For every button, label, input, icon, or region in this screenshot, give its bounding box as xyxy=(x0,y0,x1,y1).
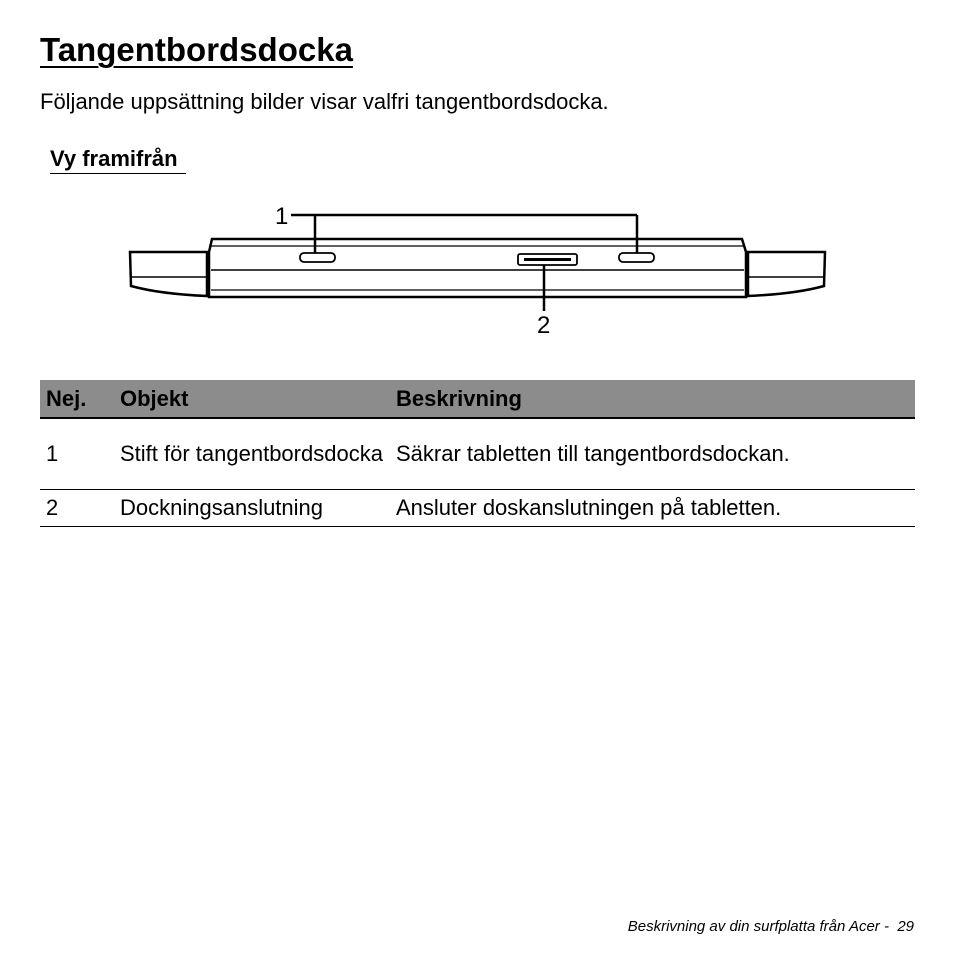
table-header-row xyxy=(40,380,915,418)
keyboard-dock-front-view-illustration xyxy=(0,195,954,345)
header-description: Beskrivning xyxy=(390,380,915,418)
row-description: Ansluter doskanslutningen på tabletten. xyxy=(390,490,915,527)
table-row xyxy=(40,418,915,490)
callout-label-2: 2 xyxy=(537,312,551,339)
callout-label-1: 1 xyxy=(275,203,289,230)
dock-main-body xyxy=(209,239,746,297)
row-description: Säkrar tabletten till tangentbordsdockan. xyxy=(390,418,915,490)
header-item: Objekt xyxy=(114,380,390,418)
row-item: Dockningsanslutning xyxy=(114,490,390,527)
docking-connector xyxy=(518,254,577,265)
section-heading-front-view: Vy framifrån xyxy=(50,145,186,174)
page-number: 29 xyxy=(897,918,914,935)
header-no: Nej. xyxy=(40,380,114,418)
left-dock-pin xyxy=(300,253,335,262)
page-title: Tangentbordsdocka xyxy=(40,31,353,68)
footer-text: Beskrivning av din surfplatta från Acer - xyxy=(627,918,889,935)
intro-text: Följande uppsättning bilder visar valfri tangentbordsdocka. xyxy=(40,89,609,114)
right-dock-pin xyxy=(619,253,654,262)
table-row xyxy=(40,490,915,527)
dock-right-hinge xyxy=(748,252,825,296)
row-item: Stift för tangentbordsdocka xyxy=(114,418,390,490)
row-number: 1 xyxy=(40,418,114,490)
items-table xyxy=(40,380,915,527)
page-footer xyxy=(628,918,914,935)
dock-left-hinge xyxy=(130,252,207,296)
row-number: 2 xyxy=(40,490,114,527)
